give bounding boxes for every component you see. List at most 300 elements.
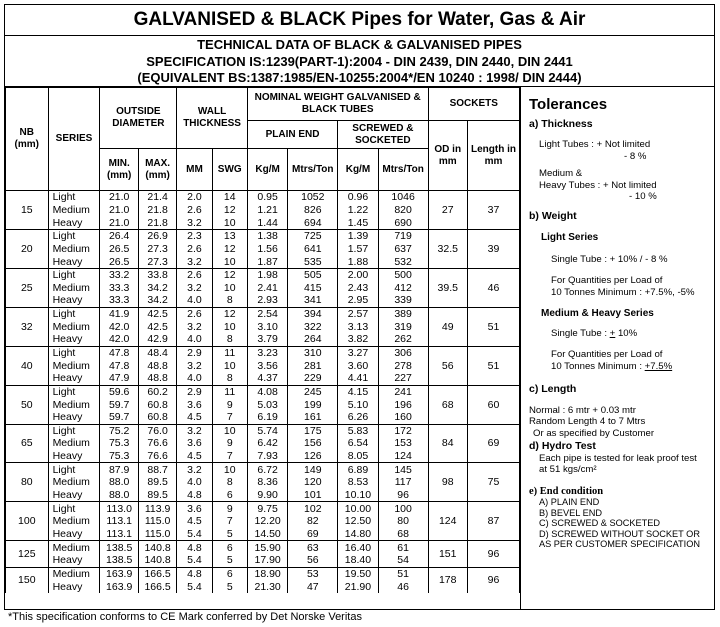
od-min-cell: 21.0 bbox=[100, 191, 138, 204]
footer-note: *This specification conforms to CE Mark conferred by Det Norske Veritas bbox=[8, 611, 362, 623]
weight-title: b) Weight bbox=[529, 209, 577, 222]
od-min-cell: 42.0 bbox=[100, 333, 138, 346]
screwed-mtrs-cell: 68 bbox=[378, 528, 428, 541]
plain-mtrs-cell: 175 bbox=[288, 424, 338, 437]
screwed-mtrs-cell: 319 bbox=[378, 320, 428, 333]
wall-mm-cell: 3.6 bbox=[177, 398, 212, 411]
end-condition-item: D) SCREWED WITHOUT SOCKET OR bbox=[539, 528, 700, 539]
od-max-cell: 76.6 bbox=[138, 450, 176, 463]
od-max-cell: 115.0 bbox=[138, 515, 176, 528]
single-tube-light: Single Tube : + 10% / - 8 % bbox=[551, 253, 668, 265]
plain-mtrs-cell: 1052 bbox=[288, 191, 338, 204]
screwed-mtrs-cell: 54 bbox=[378, 554, 428, 567]
od-min-cell: 75.3 bbox=[100, 437, 138, 450]
qty-mh-1: For Quantities per Load of bbox=[551, 349, 663, 360]
series-cell: Heavy bbox=[48, 489, 100, 502]
wall-swg-cell: 11 bbox=[212, 385, 247, 398]
screwed-kgm-cell: 8.53 bbox=[338, 476, 378, 489]
od-min-cell: 75.2 bbox=[100, 424, 138, 437]
od-max-cell: 27.3 bbox=[138, 255, 176, 268]
light-series-title: Light Series bbox=[541, 232, 599, 243]
screwed-kgm-cell: 21.90 bbox=[338, 580, 378, 593]
plain-mtrs-cell: 102 bbox=[288, 502, 338, 515]
end-condition-title: e) End condition bbox=[529, 485, 604, 497]
nb-cell: 125 bbox=[6, 541, 49, 567]
wall-mm-cell: 4.8 bbox=[177, 541, 212, 554]
screwed-kgm-cell: 3.13 bbox=[338, 320, 378, 333]
socket-od-cell: 151 bbox=[428, 541, 467, 567]
header-series: SERIES bbox=[48, 88, 100, 191]
screwed-mtrs-cell: 820 bbox=[378, 204, 428, 217]
screwed-mtrs-cell: 241 bbox=[378, 385, 428, 398]
screwed-mtrs-cell: 196 bbox=[378, 398, 428, 411]
medium-heavy-text: Medium & bbox=[539, 168, 583, 179]
header-socket-od: OD in mm bbox=[428, 121, 467, 191]
single-tube-mh-prefix: Single Tube : bbox=[551, 327, 610, 339]
series-cell: Light bbox=[48, 385, 100, 398]
wall-swg-cell: 14 bbox=[212, 191, 247, 204]
series-cell: Medium bbox=[48, 567, 100, 580]
od-max-cell: 21.4 bbox=[138, 191, 176, 204]
wall-swg-cell: 10 bbox=[212, 320, 247, 333]
od-min-cell: 59.6 bbox=[100, 385, 138, 398]
plain-mtrs-cell: 63 bbox=[288, 541, 338, 554]
plain-kgm-cell: 9.90 bbox=[247, 489, 287, 502]
screwed-mtrs-cell: 124 bbox=[378, 450, 428, 463]
series-cell: Medium bbox=[48, 359, 100, 372]
screwed-mtrs-cell: 637 bbox=[378, 243, 428, 256]
od-min-cell: 47.8 bbox=[100, 346, 138, 359]
plain-mtrs-cell: 341 bbox=[288, 294, 338, 307]
screwed-mtrs-cell: 117 bbox=[378, 476, 428, 489]
socket-length-cell: 69 bbox=[467, 424, 519, 463]
wall-mm-cell: 2.3 bbox=[177, 229, 212, 242]
screwed-mtrs-cell: 262 bbox=[378, 333, 428, 346]
od-max-cell: 60.8 bbox=[138, 398, 176, 411]
header-plain-end: PLAIN END bbox=[247, 121, 337, 149]
plain-kgm-cell: 6.72 bbox=[247, 463, 287, 476]
hydro-text-1: Each pipe is tested for leak proof test bbox=[539, 452, 697, 464]
wall-swg-cell: 12 bbox=[212, 243, 247, 256]
od-min-cell: 138.5 bbox=[100, 554, 138, 567]
od-min-cell: 41.9 bbox=[100, 307, 138, 320]
header-kgm-plain: Kg/M bbox=[247, 149, 287, 191]
screwed-kgm-cell: 3.60 bbox=[338, 359, 378, 372]
plain-mtrs-cell: 694 bbox=[288, 216, 338, 229]
od-min-cell: 42.0 bbox=[100, 320, 138, 333]
series-cell: Light bbox=[48, 424, 100, 437]
plain-kgm-cell: 5.74 bbox=[247, 424, 287, 437]
socket-od-cell: 56 bbox=[428, 346, 467, 385]
length-random: Random Length 4 to 7 Mtrs bbox=[529, 416, 646, 427]
wall-swg-cell: 6 bbox=[212, 567, 247, 580]
length-or-spec: Or as specified by Customer bbox=[533, 427, 655, 439]
socket-length-cell: 96 bbox=[467, 567, 519, 593]
series-cell: Medium bbox=[48, 541, 100, 554]
series-cell: Heavy bbox=[48, 411, 100, 424]
screwed-mtrs-cell: 145 bbox=[378, 463, 428, 476]
od-max-cell: 60.8 bbox=[138, 411, 176, 424]
od-min-cell: 113.1 bbox=[100, 515, 138, 528]
wall-swg-cell: 11 bbox=[212, 346, 247, 359]
plain-kgm-cell: 5.03 bbox=[247, 398, 287, 411]
thickness-title: a) Thickness bbox=[529, 117, 593, 130]
od-min-cell: 33.3 bbox=[100, 281, 138, 294]
screwed-kgm-cell: 10.10 bbox=[338, 489, 378, 502]
socket-length-cell: 51 bbox=[467, 307, 519, 346]
screwed-mtrs-cell: 51 bbox=[378, 567, 428, 580]
od-max-cell: 34.2 bbox=[138, 281, 176, 294]
od-max-cell: 113.9 bbox=[138, 502, 176, 515]
wall-swg-cell: 12 bbox=[212, 204, 247, 217]
wall-swg-cell: 10 bbox=[212, 463, 247, 476]
header-mm: MM bbox=[177, 149, 212, 191]
wall-swg-cell: 5 bbox=[212, 554, 247, 567]
screwed-kgm-cell: 1.22 bbox=[338, 204, 378, 217]
od-min-cell: 87.9 bbox=[100, 463, 138, 476]
plain-mtrs-cell: 394 bbox=[288, 307, 338, 320]
plain-mtrs-cell: 53 bbox=[288, 567, 338, 580]
wall-mm-cell: 4.0 bbox=[177, 294, 212, 307]
series-cell: Medium bbox=[48, 437, 100, 450]
series-cell: Heavy bbox=[48, 216, 100, 229]
od-max-cell: 140.8 bbox=[138, 541, 176, 554]
screwed-mtrs-cell: 172 bbox=[378, 424, 428, 437]
screwed-kgm-cell: 3.82 bbox=[338, 333, 378, 346]
screwed-kgm-cell: 4.15 bbox=[338, 385, 378, 398]
table-row bbox=[6, 424, 520, 437]
screwed-kgm-cell: 14.80 bbox=[338, 528, 378, 541]
screwed-mtrs-cell: 1046 bbox=[378, 191, 428, 204]
screwed-mtrs-cell: 160 bbox=[378, 411, 428, 424]
wall-mm-cell: 4.8 bbox=[177, 567, 212, 580]
series-cell: Medium bbox=[48, 320, 100, 333]
qty-light-2: 10 Tonnes Minimum : +7.5%, -5% bbox=[551, 286, 695, 298]
wall-mm-cell: 2.6 bbox=[177, 307, 212, 320]
socket-length-cell: 37 bbox=[467, 191, 519, 230]
series-cell: Heavy bbox=[48, 294, 100, 307]
plain-kgm-cell: 4.37 bbox=[247, 372, 287, 385]
table-row bbox=[6, 268, 520, 281]
od-max-cell: 48.4 bbox=[138, 346, 176, 359]
plain-mtrs-cell: 69 bbox=[288, 528, 338, 541]
plain-kgm-cell: 1.38 bbox=[247, 229, 287, 242]
od-min-cell: 138.5 bbox=[100, 541, 138, 554]
wall-mm-cell: 4.0 bbox=[177, 333, 212, 346]
socket-od-cell: 124 bbox=[428, 502, 467, 541]
series-cell: Heavy bbox=[48, 528, 100, 541]
od-max-cell: 166.5 bbox=[138, 580, 176, 593]
screwed-mtrs-cell: 500 bbox=[378, 268, 428, 281]
screwed-mtrs-cell: 46 bbox=[378, 580, 428, 593]
screwed-kgm-cell: 1.88 bbox=[338, 255, 378, 268]
screwed-kgm-cell: 19.50 bbox=[338, 567, 378, 580]
header-kgm-screwed: Kg/M bbox=[338, 149, 378, 191]
series-cell: Heavy bbox=[48, 255, 100, 268]
header-nb: NB (mm) bbox=[6, 88, 49, 191]
screwed-kgm-cell: 5.83 bbox=[338, 424, 378, 437]
header-wall-thickness: WALL THICKNESS bbox=[177, 88, 248, 149]
header-min: MIN. (mm) bbox=[100, 149, 138, 191]
od-min-cell: 163.9 bbox=[100, 580, 138, 593]
light-tubes-text: Light Tubes : + Not limited bbox=[539, 139, 651, 150]
plain-kgm-cell: 9.75 bbox=[247, 502, 287, 515]
od-min-cell: 33.2 bbox=[100, 268, 138, 281]
wall-swg-cell: 9 bbox=[212, 502, 247, 515]
qty-mh-2 bbox=[551, 361, 714, 373]
socket-od-cell: 68 bbox=[428, 385, 467, 424]
socket-length-cell: 46 bbox=[467, 268, 519, 307]
tolerances-panel bbox=[520, 87, 714, 609]
od-min-cell: 21.0 bbox=[100, 204, 138, 217]
plain-kgm-cell: 3.56 bbox=[247, 359, 287, 372]
wall-swg-cell: 7 bbox=[212, 450, 247, 463]
od-min-cell: 26.5 bbox=[100, 243, 138, 256]
plain-kgm-cell: 4.08 bbox=[247, 385, 287, 398]
od-min-cell: 88.0 bbox=[100, 489, 138, 502]
od-max-cell: 140.8 bbox=[138, 554, 176, 567]
table-row bbox=[6, 346, 520, 359]
od-max-cell: 76.0 bbox=[138, 424, 176, 437]
plain-mtrs-cell: 149 bbox=[288, 463, 338, 476]
wall-mm-cell: 4.8 bbox=[177, 489, 212, 502]
nb-cell: 80 bbox=[6, 463, 49, 502]
screwed-kgm-cell: 2.95 bbox=[338, 294, 378, 307]
screwed-mtrs-cell: 61 bbox=[378, 541, 428, 554]
od-min-cell: 59.7 bbox=[100, 398, 138, 411]
socket-od-cell: 39.5 bbox=[428, 268, 467, 307]
wall-swg-cell: 5 bbox=[212, 580, 247, 593]
plain-mtrs-cell: 120 bbox=[288, 476, 338, 489]
screwed-kgm-cell: 1.57 bbox=[338, 243, 378, 256]
screwed-kgm-cell: 1.39 bbox=[338, 229, 378, 242]
screwed-kgm-cell: 3.27 bbox=[338, 346, 378, 359]
plain-kgm-cell: 3.10 bbox=[247, 320, 287, 333]
table-row bbox=[6, 191, 520, 204]
screwed-kgm-cell: 6.89 bbox=[338, 463, 378, 476]
screwed-kgm-cell: 8.05 bbox=[338, 450, 378, 463]
screwed-mtrs-cell: 412 bbox=[378, 281, 428, 294]
od-max-cell: 89.5 bbox=[138, 489, 176, 502]
screwed-kgm-cell: 1.45 bbox=[338, 216, 378, 229]
wall-mm-cell: 5.4 bbox=[177, 554, 212, 567]
screwed-kgm-cell: 12.50 bbox=[338, 515, 378, 528]
plain-mtrs-cell: 310 bbox=[288, 346, 338, 359]
plain-kgm-cell: 6.42 bbox=[247, 437, 287, 450]
od-max-cell: 60.2 bbox=[138, 385, 176, 398]
od-min-cell: 47.9 bbox=[100, 372, 138, 385]
plain-mtrs-cell: 415 bbox=[288, 281, 338, 294]
wall-mm-cell: 4.0 bbox=[177, 372, 212, 385]
od-min-cell: 33.3 bbox=[100, 294, 138, 307]
wall-swg-cell: 8 bbox=[212, 372, 247, 385]
plain-mtrs-cell: 229 bbox=[288, 372, 338, 385]
socket-length-cell: 60 bbox=[467, 385, 519, 424]
plain-mtrs-cell: 826 bbox=[288, 204, 338, 217]
wall-mm-cell: 2.6 bbox=[177, 243, 212, 256]
od-max-cell: 166.5 bbox=[138, 567, 176, 580]
socket-length-cell: 96 bbox=[467, 541, 519, 567]
spec-sheet bbox=[4, 4, 715, 610]
screwed-mtrs-cell: 278 bbox=[378, 359, 428, 372]
wall-mm-cell: 4.5 bbox=[177, 515, 212, 528]
plain-mtrs-cell: 264 bbox=[288, 333, 338, 346]
wall-swg-cell: 7 bbox=[212, 515, 247, 528]
wall-mm-cell: 3.2 bbox=[177, 424, 212, 437]
plain-mtrs-cell: 322 bbox=[288, 320, 338, 333]
plain-mtrs-cell: 641 bbox=[288, 243, 338, 256]
socket-od-cell: 49 bbox=[428, 307, 467, 346]
single-tube-mh-pm: + bbox=[609, 327, 616, 339]
plain-mtrs-cell: 47 bbox=[288, 580, 338, 593]
od-max-cell: 115.0 bbox=[138, 528, 176, 541]
plain-mtrs-cell: 161 bbox=[288, 411, 338, 424]
series-cell: Heavy bbox=[48, 372, 100, 385]
od-max-cell: 21.8 bbox=[138, 216, 176, 229]
od-min-cell: 21.0 bbox=[100, 216, 138, 229]
end-condition-item: B) BEVEL END bbox=[539, 507, 602, 518]
screwed-kgm-cell: 10.00 bbox=[338, 502, 378, 515]
series-cell: Medium bbox=[48, 281, 100, 294]
socket-od-cell: 178 bbox=[428, 567, 467, 593]
end-condition-item: A) PLAIN END bbox=[539, 497, 600, 507]
wall-swg-cell: 8 bbox=[212, 294, 247, 307]
wall-swg-cell: 10 bbox=[212, 255, 247, 268]
series-cell: Medium bbox=[48, 243, 100, 256]
screwed-kgm-cell: 18.40 bbox=[338, 554, 378, 567]
header-swg: SWG bbox=[212, 149, 247, 191]
nb-cell: 15 bbox=[6, 191, 49, 230]
wall-swg-cell: 10 bbox=[212, 281, 247, 294]
screwed-mtrs-cell: 227 bbox=[378, 372, 428, 385]
qty-mh-2-val: +7.5% bbox=[644, 360, 673, 372]
od-max-cell: 42.9 bbox=[138, 333, 176, 346]
screwed-kgm-cell: 2.43 bbox=[338, 281, 378, 294]
plain-kgm-cell: 17.90 bbox=[247, 554, 287, 567]
wall-mm-cell: 3.6 bbox=[177, 502, 212, 515]
medium-heavy-series-title: Medium & Heavy Series bbox=[541, 308, 654, 319]
wall-mm-cell: 3.2 bbox=[177, 463, 212, 476]
series-cell: Light bbox=[48, 502, 100, 515]
plain-mtrs-cell: 101 bbox=[288, 489, 338, 502]
od-max-cell: 21.8 bbox=[138, 204, 176, 217]
socket-od-cell: 84 bbox=[428, 424, 467, 463]
end-condition-item: C) SCREWED & SOCKETED bbox=[539, 518, 660, 528]
plain-kgm-cell: 1.87 bbox=[247, 255, 287, 268]
header-nominal-weight: NOMINAL WEIGHT GALVANISED & BLACK TUBES bbox=[247, 88, 428, 121]
table-row bbox=[6, 229, 520, 242]
table-row bbox=[6, 463, 520, 476]
wall-mm-cell: 2.6 bbox=[177, 204, 212, 217]
nb-cell: 32 bbox=[6, 307, 49, 346]
plain-kgm-cell: 2.54 bbox=[247, 307, 287, 320]
nb-cell: 150 bbox=[6, 567, 49, 593]
tolerances-heading: Tolerances bbox=[529, 96, 608, 113]
od-min-cell: 113.1 bbox=[100, 528, 138, 541]
plain-mtrs-cell: 725 bbox=[288, 229, 338, 242]
socket-length-cell: 75 bbox=[467, 463, 519, 502]
wall-mm-cell: 3.2 bbox=[177, 320, 212, 333]
wall-swg-cell: 6 bbox=[212, 541, 247, 554]
plain-kgm-cell: 21.30 bbox=[247, 580, 287, 593]
screwed-kgm-cell: 6.26 bbox=[338, 411, 378, 424]
nb-cell: 65 bbox=[6, 424, 49, 463]
od-max-cell: 42.5 bbox=[138, 320, 176, 333]
wall-swg-cell: 10 bbox=[212, 424, 247, 437]
subtitle-line: (EQUIVALENT BS:1387:1985/EN-10255:2004*/EN 10240 : 1998/ DIN 2444) bbox=[137, 70, 582, 85]
plain-mtrs-cell: 82 bbox=[288, 515, 338, 528]
wall-mm-cell: 5.4 bbox=[177, 580, 212, 593]
medium-heavy-text-3: - 10 % bbox=[629, 191, 657, 202]
od-min-cell: 59.7 bbox=[100, 411, 138, 424]
screwed-mtrs-cell: 532 bbox=[378, 255, 428, 268]
plain-mtrs-cell: 505 bbox=[288, 268, 338, 281]
plain-mtrs-cell: 126 bbox=[288, 450, 338, 463]
wall-swg-cell: 6 bbox=[212, 489, 247, 502]
series-cell: Light bbox=[48, 463, 100, 476]
wall-swg-cell: 12 bbox=[212, 307, 247, 320]
subtitle-line: SPECIFICATION IS:1239(PART-1):2004 - DIN 2439, DIN 2440, DIN 2441 bbox=[146, 53, 573, 69]
end-condition-item: AS PER CUSTOMER SPECIFICATION bbox=[539, 539, 700, 549]
page-title: GALVANISED & BLACK Pipes for Water, Gas & Air bbox=[5, 5, 714, 36]
hydro-text-2: at 51 kgs/cm² bbox=[539, 464, 597, 475]
wall-mm-cell: 3.2 bbox=[177, 281, 212, 294]
screwed-kgm-cell: 2.57 bbox=[338, 307, 378, 320]
screwed-kgm-cell: 4.41 bbox=[338, 372, 378, 385]
table-row bbox=[6, 385, 520, 398]
plain-kgm-cell: 14.50 bbox=[247, 528, 287, 541]
plain-mtrs-cell: 245 bbox=[288, 385, 338, 398]
wall-mm-cell: 2.6 bbox=[177, 268, 212, 281]
plain-kgm-cell: 2.93 bbox=[247, 294, 287, 307]
series-cell: Light bbox=[48, 346, 100, 359]
header-mtrs-plain: Mtrs/Ton bbox=[288, 149, 338, 191]
screwed-kgm-cell: 0.96 bbox=[338, 191, 378, 204]
plain-kgm-cell: 1.98 bbox=[247, 268, 287, 281]
od-max-cell: 48.8 bbox=[138, 372, 176, 385]
plain-mtrs-cell: 535 bbox=[288, 255, 338, 268]
wall-mm-cell: 4.0 bbox=[177, 476, 212, 489]
single-tube-mh bbox=[551, 328, 714, 340]
plain-kgm-cell: 6.19 bbox=[247, 411, 287, 424]
wall-mm-cell: 4.5 bbox=[177, 411, 212, 424]
plain-mtrs-cell: 199 bbox=[288, 398, 338, 411]
wall-swg-cell: 10 bbox=[212, 216, 247, 229]
screwed-mtrs-cell: 100 bbox=[378, 502, 428, 515]
pipe-data-table bbox=[5, 87, 520, 593]
od-min-cell: 75.3 bbox=[100, 450, 138, 463]
series-cell: Light bbox=[48, 307, 100, 320]
screwed-mtrs-cell: 153 bbox=[378, 437, 428, 450]
wall-swg-cell: 13 bbox=[212, 229, 247, 242]
od-min-cell: 26.5 bbox=[100, 255, 138, 268]
series-cell: Light bbox=[48, 229, 100, 242]
od-max-cell: 76.6 bbox=[138, 437, 176, 450]
od-max-cell: 27.3 bbox=[138, 243, 176, 256]
socket-length-cell: 87 bbox=[467, 502, 519, 541]
od-max-cell: 34.2 bbox=[138, 294, 176, 307]
plain-mtrs-cell: 281 bbox=[288, 359, 338, 372]
wall-mm-cell: 2.9 bbox=[177, 346, 212, 359]
plain-mtrs-cell: 156 bbox=[288, 437, 338, 450]
header-sockets: SOCKETS bbox=[428, 88, 519, 121]
header-socket-length: Length in mm bbox=[467, 121, 519, 191]
plain-kgm-cell: 15.90 bbox=[247, 541, 287, 554]
od-max-cell: 88.7 bbox=[138, 463, 176, 476]
od-min-cell: 47.8 bbox=[100, 359, 138, 372]
plain-kgm-cell: 1.21 bbox=[247, 204, 287, 217]
plain-mtrs-cell: 56 bbox=[288, 554, 338, 567]
